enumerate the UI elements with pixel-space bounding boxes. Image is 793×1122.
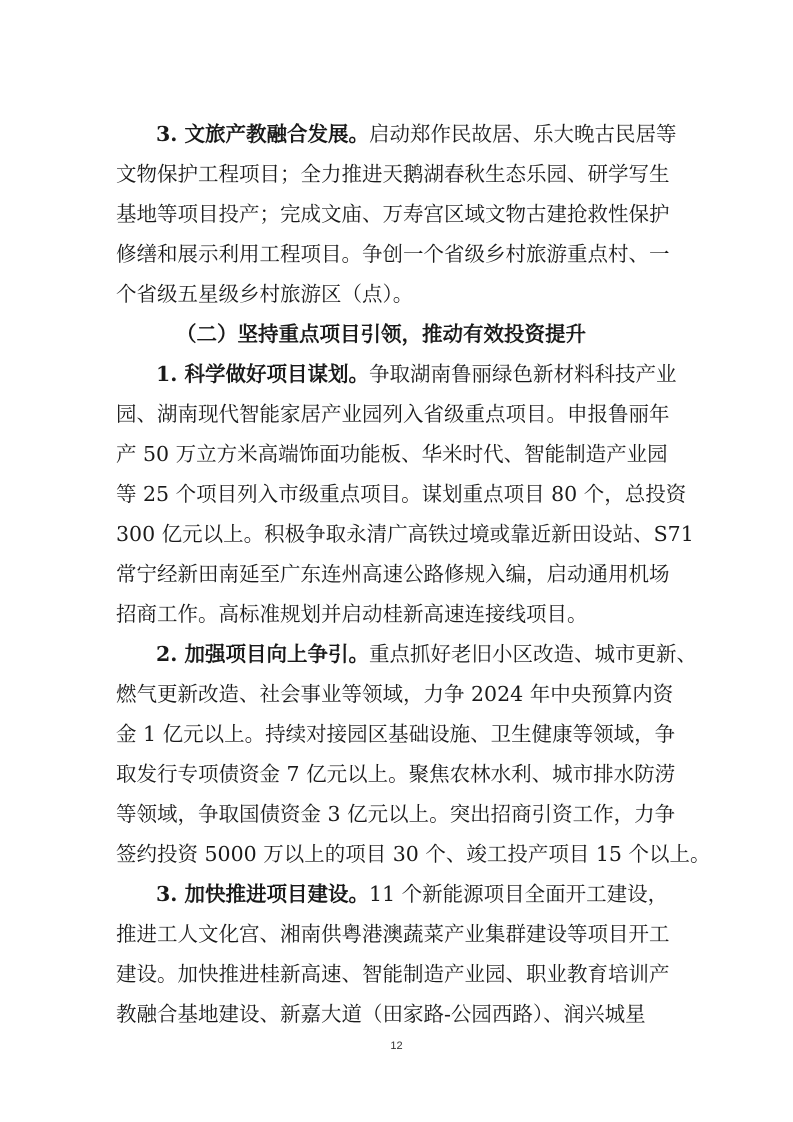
paragraph-lead: 3. 文旅产教融合发展。 [156, 122, 370, 146]
body-text [116, 114, 711, 1034]
paragraph-line: 燃气更新改造、社会事业等领域，力争 2024 年中央预算内资 [116, 682, 674, 706]
paragraph-line: 金 1 亿元以上。持续对接园区基础设施、卫生健康等领域，争 [116, 722, 676, 746]
paragraph-line [116, 874, 686, 914]
paragraph-line: 招商工作。高标准规划并启动桂新高速连接线项目。 [116, 602, 588, 626]
paragraph-line [116, 634, 698, 674]
paragraph-line: 推进工人文化宫、湘南供粤港澳蔬菜产业集群建设等项目开工 [116, 922, 670, 946]
paragraph-line: 等领域，争取国债资金 3 亿元以上。突出招商引资工作，力争 [116, 802, 676, 826]
paragraph-text: 启动郑作民故居、乐大晚古民居等 [369, 122, 677, 146]
paragraph-line: 签约投资 5000 万以上的项目 30 个、竣工投产项目 15 个以上。 [116, 842, 711, 866]
paragraph-line: 文物保护工程项目；全力推进天鹅湖春秋生态乐园、研学写生 [116, 162, 670, 186]
paragraph-line: 修缮和展示利用工程项目。争创一个省级乡村旅游重点村、一 [116, 242, 670, 266]
paragraph-line: 等 25 个项目列入市级重点项目。谋划重点项目 80 个，总投资 [116, 482, 687, 506]
paragraph-line: 取发行专项债资金 7 亿元以上。聚焦农林水利、城市排水防涝 [116, 762, 676, 786]
paragraph-lead: 1. 科学做好项目谋划。 [156, 362, 370, 386]
paragraph-line: 建设。加快推进桂新高速、智能制造产业园、职业教育培训产 [116, 962, 670, 986]
paragraph-lead: 3. 加快推进项目建设。 [156, 882, 370, 906]
paragraph-line [116, 354, 686, 394]
page-number: 12 [390, 1040, 403, 1052]
paragraph-lead: 2. 加强项目向上争引。 [156, 642, 370, 666]
paragraph-text: 重点抓好老旧小区改造、城市更新、 [369, 642, 698, 666]
paragraph-text: 11 个新能源项目全面开工建设， [369, 882, 669, 906]
paragraph-line: 产 50 万立方米高端饰面功能板、华米时代、智能制造产业园 [116, 442, 668, 466]
section-heading: （二）坚持重点项目引领，推动有效投资提升 [176, 322, 586, 346]
paragraph-line: 教融合基地建设、新嘉大道（田家路-公园西路）、润兴城星 [116, 1002, 646, 1026]
paragraph-line [116, 114, 686, 154]
paragraph-line: 园、湖南现代智能家居产业园列入省级重点项目。申报鲁丽年 [116, 402, 670, 426]
paragraph-line: 常宁经新田南延至广东连州高速公路修规入编，启动通用机场 [116, 562, 670, 586]
paragraph-line: 300 亿元以上。积极争取永清广高铁过境或靠近新田设站、S71 [116, 522, 694, 546]
paragraph-line: 个省级五星级乡村旅游区（点）。 [116, 282, 414, 306]
paragraph-line: 基地等项目投产；完成文庙、万寿宫区域文物古建抢救性保护 [116, 202, 670, 226]
paragraph-text: 争取湖南鲁丽绿色新材料科技产业 [369, 362, 677, 386]
